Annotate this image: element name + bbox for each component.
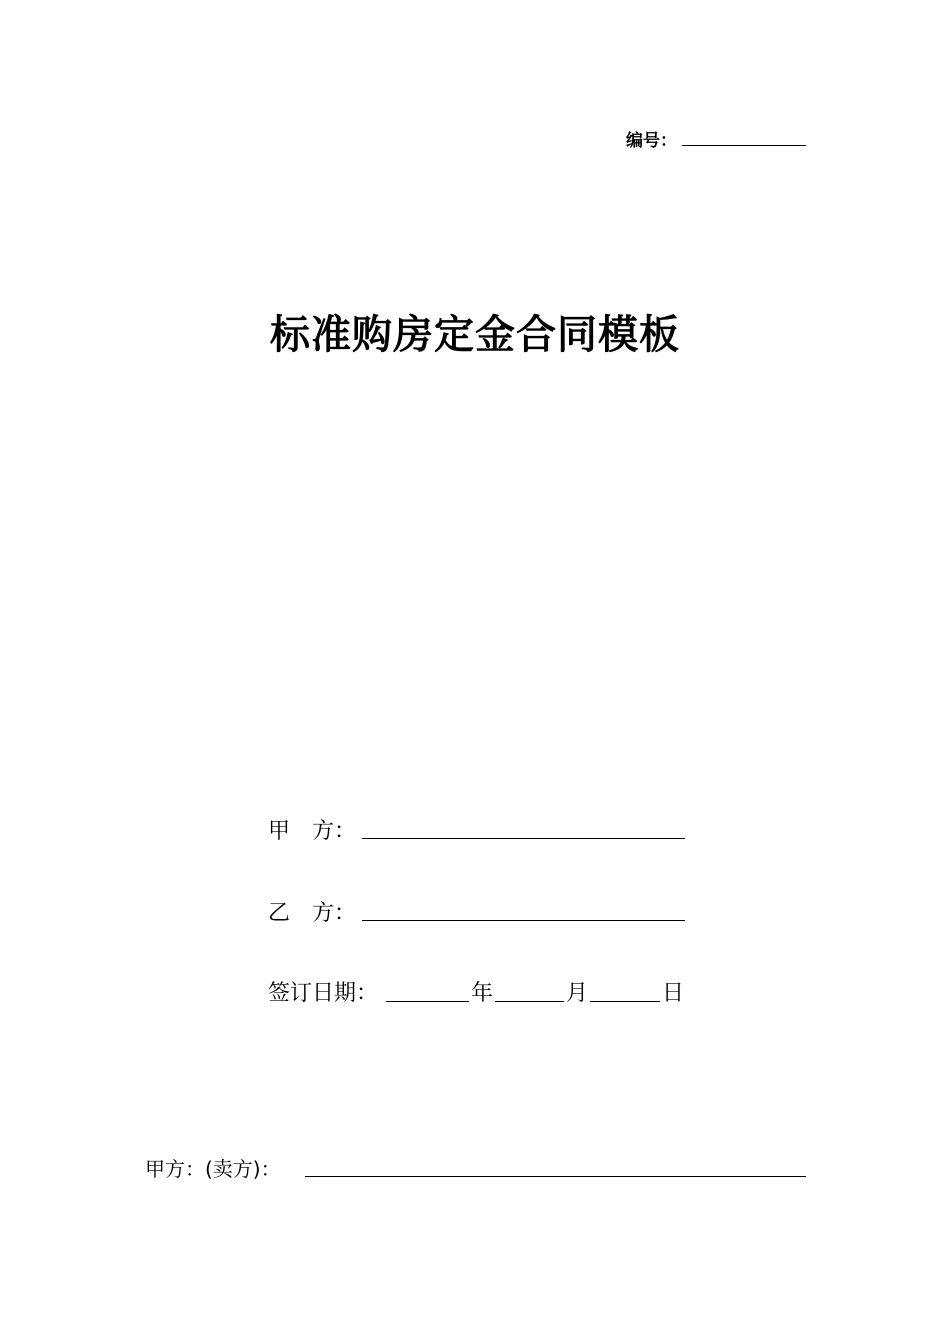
month-blank [495,1001,564,1002]
year-blank [386,1001,469,1002]
seller-label: 甲方：(卖方)： [145,1157,281,1181]
party-a-blank [362,838,685,839]
document-title: 标准购房定金合同模板 [270,311,680,358]
party-b-blank [362,920,685,921]
year-label: 年 [471,981,494,1006]
day-blank [590,1001,660,1002]
day-label: 日 [662,981,685,1006]
signing-date-label: 签订日期： [268,981,379,1006]
month-label: 月 [566,981,589,1006]
seller-blank [305,1176,806,1177]
document-number-label: 编号： [626,131,677,151]
party-a-label: 甲 方： [268,819,357,844]
document-number-blank [682,145,806,146]
party-b-label: 乙 方： [268,901,357,926]
